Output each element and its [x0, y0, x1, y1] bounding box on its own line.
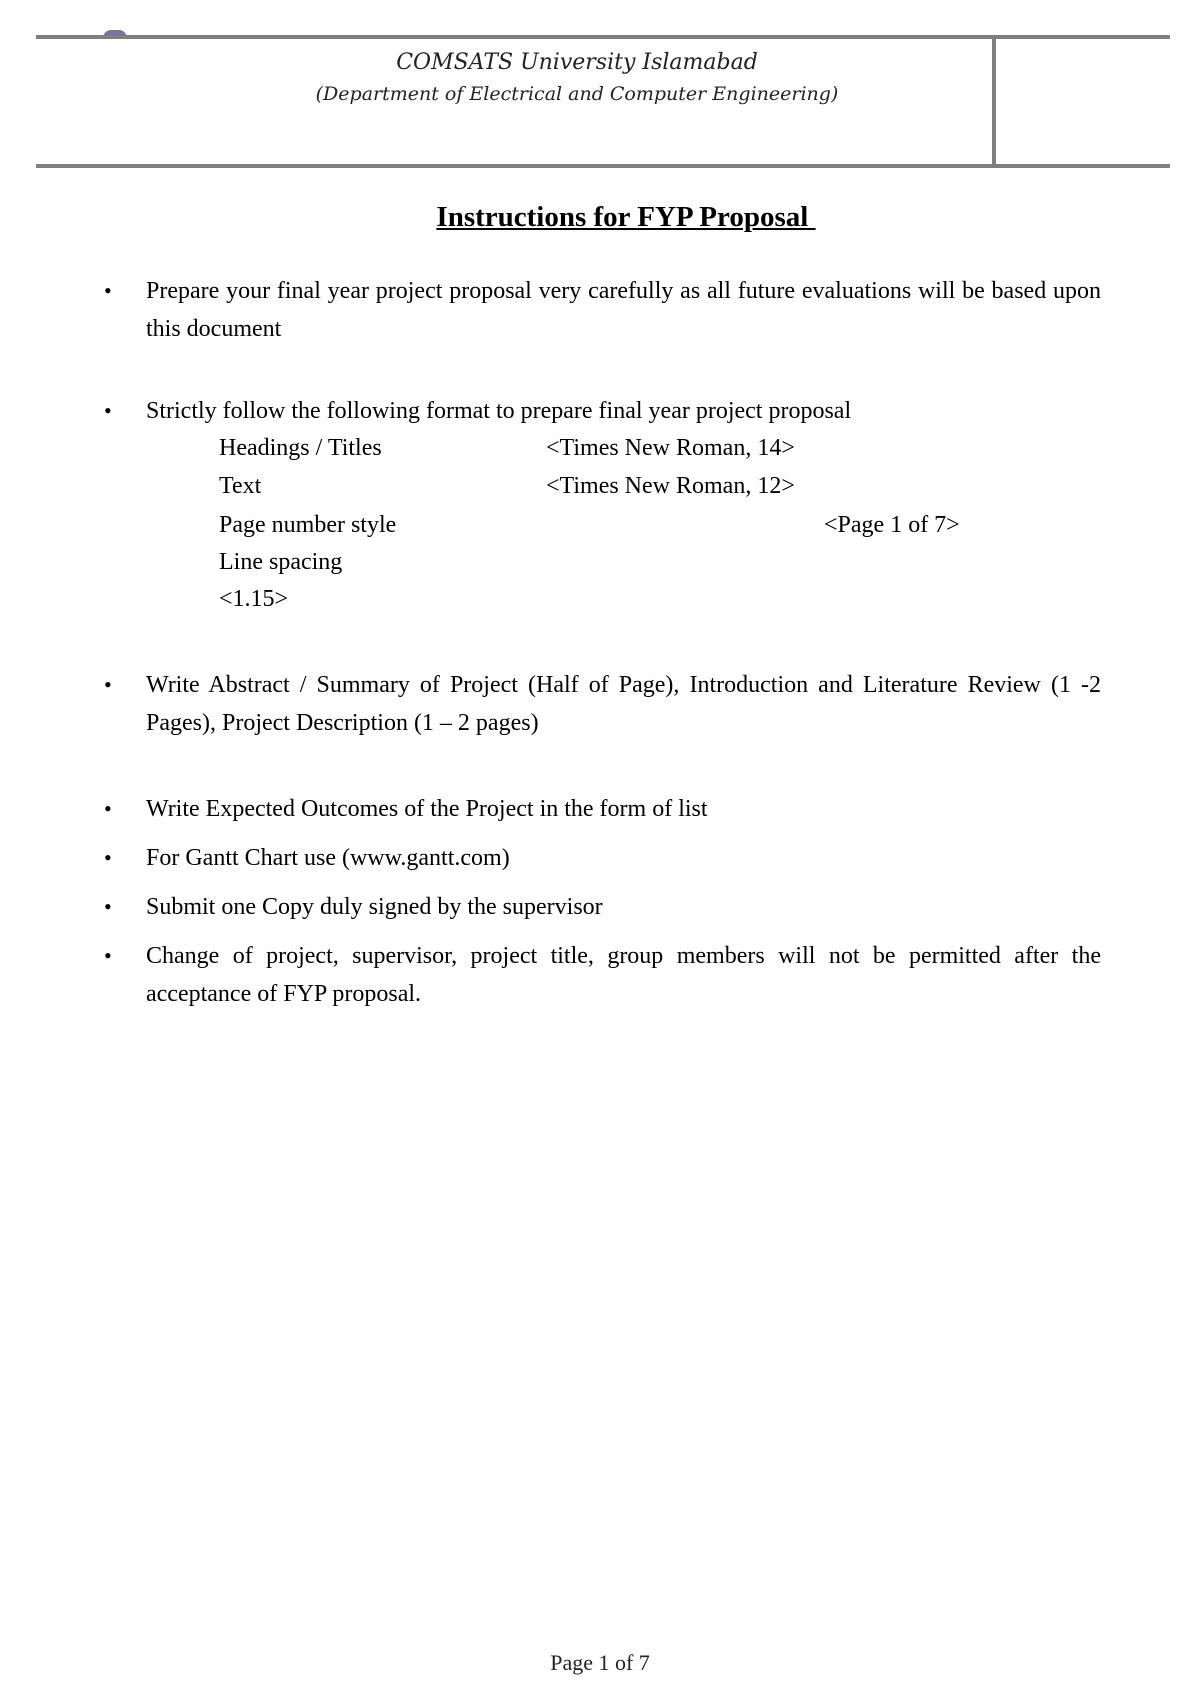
list-item: Change of project, supervisor, project title, group members will not be permitted after the acceptance of FYP proposal. [146, 943, 1101, 1007]
bullet-icon: • [104, 894, 112, 919]
format-value-headings: <Times New Roman, 14> [546, 435, 795, 461]
format-label-line-spacing: Line spacing [219, 549, 343, 575]
page-title: Instructions for FYP Proposal [436, 201, 816, 233]
header-top-rule [36, 35, 1170, 39]
format-label-page-number: Page number style [219, 512, 397, 538]
list-item: Strictly follow the following format to prepare final year project proposal [146, 398, 852, 424]
list-item: Write Abstract / Summary of Project (Half of Page), Introduction and Literature Review (1 -2 Pages), Project Description (1 – 2 pages) [146, 672, 1101, 736]
format-value-text: <Times New Roman, 12> [546, 473, 795, 499]
list-item: For Gantt Chart use (www.gantt.com) [146, 845, 510, 871]
department-name: (Department of Electrical and Computer Engineering) [315, 83, 839, 105]
format-value-line-spacing: <1.15> [219, 586, 289, 612]
bullet-icon: • [104, 398, 112, 423]
header-bottom-rule [36, 164, 1170, 168]
format-label-headings: Headings / Titles [219, 435, 382, 461]
format-value-page-number: <Page 1 of 7> [824, 512, 960, 538]
list-item: Write Expected Outcomes of the Project in the form of list [146, 796, 708, 822]
page-number-footer: Page 1 of 7 [550, 1650, 650, 1675]
format-label-text: Text [219, 473, 262, 499]
bullet-icon: • [104, 943, 112, 968]
list-item: Submit one Copy duly signed by the supervisor [146, 894, 603, 920]
list-item: Prepare your final year project proposal very carefully as all future evaluations will be based upon this document [146, 278, 1101, 342]
bullet-icon: • [104, 845, 112, 870]
bullet-icon: • [104, 672, 112, 697]
university-name: COMSATS University Islamabad [396, 50, 758, 75]
bullet-icon: • [104, 796, 112, 821]
bullet-icon: • [104, 278, 112, 303]
